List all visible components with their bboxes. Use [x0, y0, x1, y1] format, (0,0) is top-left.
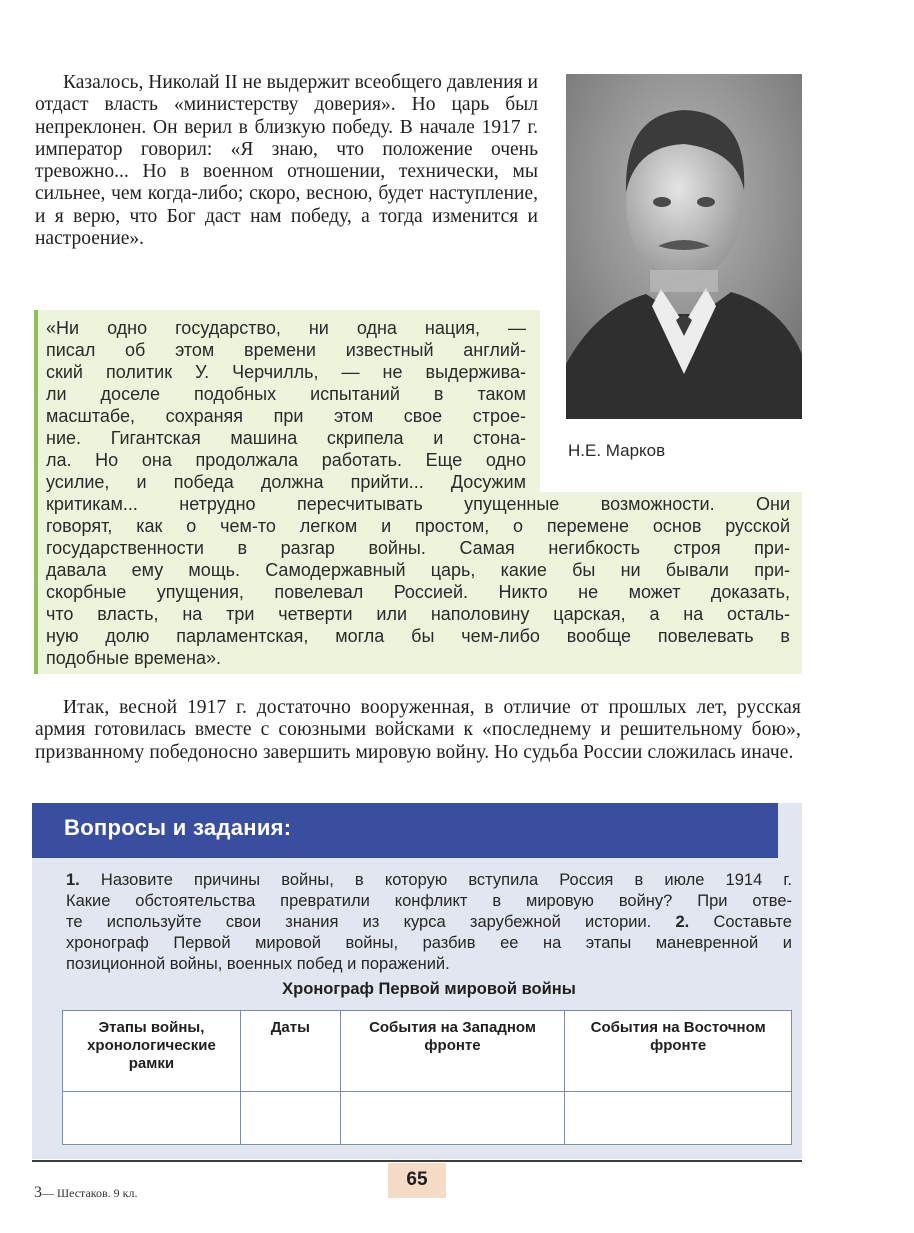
table-cell — [63, 1092, 241, 1145]
task-text: Назовите причины войны, в которую вступила Россия в июле 1914 г. — [79, 871, 792, 889]
task-number: 2. — [675, 913, 690, 931]
task-line: хронограф Первой мировой войны, разбив ее на этапы маневренной и — [66, 934, 792, 952]
task-text: Составьте — [689, 913, 792, 931]
quote-line: ла. Но она продолжала работать. Еще одно — [46, 450, 526, 470]
column-header-eastern-front: События на Восточном фронте — [565, 1011, 792, 1092]
table-header-row — [63, 1011, 792, 1092]
task-line — [66, 912, 792, 933]
table-cell — [340, 1092, 565, 1145]
task-number: 1. — [66, 871, 80, 889]
chronograph-table-title: Хронограф Первой мировой войны — [282, 980, 576, 998]
quote-line: критикам... нетрудно пересчитывать упущенные возможности. Они — [46, 494, 790, 514]
quote-line: писал об этом времени известный англий- — [46, 340, 526, 360]
table-cell — [240, 1092, 340, 1145]
intro-paragraph: Казалось, Николай II не выдержит всеобщего давления и отдаст власть «министерству доверия». Но царь был непреклонен. Он верил в близкую победу. В начале 1917 г. император говорил: «Я знаю, что положение очень тревожно... Но в военном отношении, технически, мы сильнее, чем когда-либо; скоро, весною, будет наступление, и я верю, что Бог даст нам победу, а тогда изменится и настроение». — [35, 72, 538, 250]
table-row — [63, 1092, 792, 1145]
sheet-mark: 3 — [34, 1184, 42, 1201]
quote-line: давала ему мощь. Самодержавный царь, какие бы ни бывали при- — [46, 560, 790, 580]
column-header-dates: Даты — [240, 1011, 340, 1092]
questions-title: Вопросы и задания: — [64, 815, 292, 840]
sheet-signature — [34, 1184, 137, 1202]
column-header-stages: Этапы войны, хронологические рамки — [63, 1011, 241, 1092]
task-line: позиционной войны, военных побед и поражений. — [66, 955, 450, 973]
photo-caption: Н.Е. Марков — [568, 441, 666, 460]
column-header-western-front: События на Западном фронте — [340, 1011, 565, 1092]
quote-line: подобные времена». — [46, 648, 222, 668]
quote-line: что власть, на три четверти или наполовину царская, а на осталь- — [46, 604, 790, 624]
portrait-photo — [566, 74, 802, 419]
quote-line: ский политик У. Черчилль, — не выдержива- — [46, 362, 526, 382]
quote-line: усилие, и победа должна прийти... Досужим — [46, 472, 526, 492]
task-text: те используйте свои знания из курса зарубежной истории. — [66, 913, 676, 931]
page-number: 65 — [388, 1163, 446, 1198]
quote-line: государственности в разгар войны. Самая негибкость строя при- — [46, 538, 790, 558]
task-line — [66, 870, 792, 891]
chronograph-table — [62, 1010, 792, 1145]
footer-rule — [32, 1160, 802, 1162]
portrait-illustration — [566, 74, 802, 419]
conclusion-paragraph: Итак, весной 1917 г. достаточно вооруженная, в отличие от прошлых лет, русская армия готовилась вместе с союзными войсками к «последнему и решительному бою», призванному победоносно завершить мировую войну. Но судьба России сложилась иначе. — [35, 697, 801, 763]
quote-line: ли доселе подобных испытаний в таком — [46, 384, 526, 404]
quote-line: говорят, как о чем-то легком и простом, о перемене основ русской — [46, 516, 790, 536]
sheet-note: — Шестаков. 9 кл. — [42, 1186, 138, 1200]
quote-line: скорбные упущения, повелевал Россией. Никто не может доказать, — [46, 582, 790, 602]
quote-line: «Ни одно государство, ни одна нация, — — [46, 318, 526, 338]
table-cell — [565, 1092, 792, 1145]
task-line: Какие обстоятельства превратили конфликт в мировую войну? При отве- — [66, 892, 792, 910]
quote-accent-bar — [34, 310, 38, 674]
quote-line: масштабе, сохраняя при этом свое строе- — [46, 406, 526, 426]
quote-line: ную долю парламентская, могла бы чем-либо вообще повелевать в — [46, 626, 790, 646]
quote-line: ние. Гигантская машина скрипела и стона- — [46, 428, 526, 448]
